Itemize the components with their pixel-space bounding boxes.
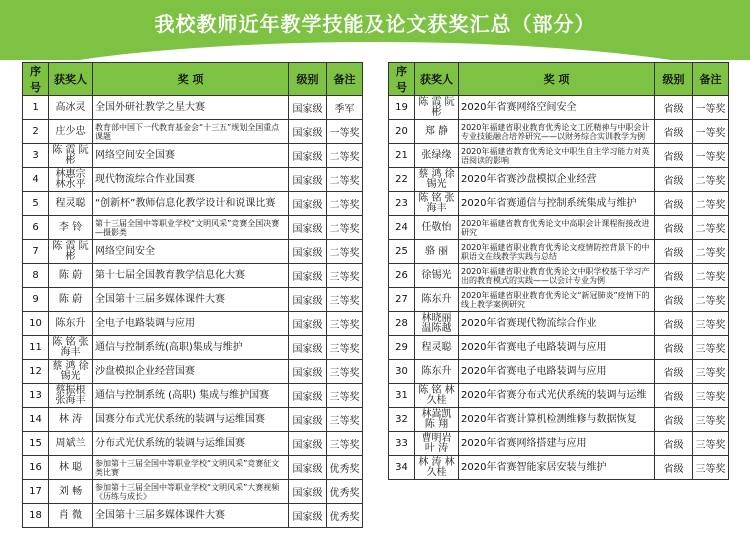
table-row	[23, 504, 363, 528]
cell-note: 一等奖	[693, 120, 729, 144]
cell-level: 国家级	[289, 144, 327, 168]
cell-no: 13	[23, 384, 49, 408]
cell-level: 省级	[655, 144, 693, 168]
cell-no: 26	[389, 264, 415, 288]
header-level: 级别	[655, 63, 693, 96]
cell-award: 第十三届全国中等职业学校“文明风采”竞赛全国决赛—摄影类	[93, 216, 289, 240]
awards-table-provincial	[388, 62, 729, 480]
cell-no: 25	[389, 240, 415, 264]
header-note: 备注	[327, 63, 363, 96]
cell-note: 优秀奖	[327, 456, 363, 480]
cell-note: 二等奖	[693, 240, 729, 264]
table-row	[23, 288, 363, 312]
cell-name: 蔡振根 张海丰	[49, 384, 93, 408]
table-row	[389, 240, 729, 264]
cell-level: 国家级	[289, 360, 327, 384]
table-row	[389, 120, 729, 144]
table-row	[23, 360, 363, 384]
cell-award: 教育部中国下一代教育基金会“十三五”规划全国重点课题	[93, 120, 289, 144]
table-row	[389, 144, 729, 168]
cell-note: 三等奖	[693, 408, 729, 432]
table-header-row	[389, 63, 729, 96]
cell-level: 国家级	[289, 480, 327, 504]
cell-note: 三等奖	[693, 336, 729, 360]
cell-level: 国家级	[289, 288, 327, 312]
cell-name: 程灵聪	[49, 192, 93, 216]
cell-name: 蔡 鸿 徐锡光	[49, 360, 93, 384]
cell-note: 三等奖	[327, 288, 363, 312]
cell-note: 三等奖	[327, 384, 363, 408]
header-award: 奖 项	[93, 63, 289, 96]
cell-note: 三等奖	[327, 312, 363, 336]
table-header-row	[23, 63, 363, 96]
cell-name: 陈 铭 张海丰	[49, 336, 93, 360]
cell-no: 30	[389, 360, 415, 384]
cell-note: 二等奖	[693, 264, 729, 288]
table-row	[389, 360, 729, 384]
cell-no: 22	[389, 168, 415, 192]
cell-no: 3	[23, 144, 49, 168]
cell-note: 优秀奖	[327, 504, 363, 528]
cell-award: 2020年福建省职业教育优秀论文工匠精神与中职会计专业技能融合培养研究——以财务综合实训教学为例	[459, 120, 655, 144]
cell-award: 2020年省赛计算机检测维修与数据恢复	[459, 408, 655, 432]
table-row	[389, 336, 729, 360]
cell-no: 2	[23, 120, 49, 144]
cell-note: 二等奖	[327, 240, 363, 264]
cell-no: 1	[23, 96, 49, 120]
cell-name: 林嵩凯 陈 翔	[415, 408, 459, 432]
cell-name: 陈 霞 阮 彬	[49, 240, 93, 264]
cell-no: 19	[389, 96, 415, 120]
cell-name: 林 涛 林久桂	[415, 456, 459, 480]
cell-no: 28	[389, 312, 415, 336]
cell-no: 14	[23, 408, 49, 432]
table-row	[23, 336, 363, 360]
cell-note: 一等奖	[327, 120, 363, 144]
cell-note: 二等奖	[693, 216, 729, 240]
cell-level: 省级	[655, 264, 693, 288]
cell-note: 优秀奖	[327, 480, 363, 504]
cell-award: 全国第十三届多媒体课件大赛	[93, 504, 289, 528]
table-row	[23, 168, 363, 192]
cell-level: 省级	[655, 120, 693, 144]
cell-note: 二等奖	[693, 288, 729, 312]
cell-level: 国家级	[289, 192, 327, 216]
header-no: 序号	[23, 63, 49, 96]
cell-name: 周斌兰	[49, 432, 93, 456]
cell-no: 15	[23, 432, 49, 456]
header-name: 获奖人	[415, 63, 459, 96]
table-row	[389, 264, 729, 288]
header-note: 备注	[693, 63, 729, 96]
cell-note: 三等奖	[327, 360, 363, 384]
cell-award: 分布式光伏系统的装调与运维国赛	[93, 432, 289, 456]
table-row	[389, 288, 729, 312]
cell-no: 34	[389, 456, 415, 480]
cell-name: 李 铃	[49, 216, 93, 240]
cell-name: 陈 铭 林久桂	[415, 384, 459, 408]
banner-wave	[0, 42, 750, 60]
cell-no: 9	[23, 288, 49, 312]
title-banner	[0, 0, 750, 60]
cell-award: 2020年省赛沙盘模拟企业经营	[459, 168, 655, 192]
cell-no: 24	[389, 216, 415, 240]
cell-name: 骆 丽	[415, 240, 459, 264]
cell-name: 林 聪	[49, 456, 93, 480]
cell-no: 18	[23, 504, 49, 528]
cell-name: 程灵聪	[415, 336, 459, 360]
table-row	[389, 192, 729, 216]
cell-name: 刘 畅	[49, 480, 93, 504]
cell-note: 三等奖	[693, 360, 729, 384]
cell-name: 林 涛	[49, 408, 93, 432]
cell-note: 二等奖	[327, 144, 363, 168]
cell-award: 全国第十三届多媒体课件大赛	[93, 288, 289, 312]
cell-level: 省级	[655, 312, 693, 336]
table-row	[23, 432, 363, 456]
cell-note: 三等奖	[693, 312, 729, 336]
cell-award: 2020年省赛网络搭建与应用	[459, 432, 655, 456]
cell-level: 省级	[655, 240, 693, 264]
cell-no: 27	[389, 288, 415, 312]
cell-level: 省级	[655, 192, 693, 216]
cell-award: 2020年省赛通信与控制系统集成与维护	[459, 192, 655, 216]
cell-award: 2020年省赛智能家居安装与维护	[459, 456, 655, 480]
table-row	[23, 120, 363, 144]
cell-award: 网络空间安全	[93, 240, 289, 264]
table-row	[23, 192, 363, 216]
cell-note: 三等奖	[327, 432, 363, 456]
cell-no: 20	[389, 120, 415, 144]
table-row	[23, 480, 363, 504]
table-row	[389, 456, 729, 480]
cell-name: 陈东升	[415, 288, 459, 312]
cell-award: 参加第十三届全国中等职业学校“文明风采”竞赛征文类比赛	[93, 456, 289, 480]
cell-name: 肖 微	[49, 504, 93, 528]
awards-table-national	[22, 62, 363, 528]
table-row	[23, 456, 363, 480]
cell-award: 2020年省赛电子电路装调与应用	[459, 360, 655, 384]
cell-level: 国家级	[289, 216, 327, 240]
cell-level: 国家级	[289, 384, 327, 408]
cell-note: 三等奖	[693, 384, 729, 408]
cell-level: 省级	[655, 384, 693, 408]
cell-no: 6	[23, 216, 49, 240]
cell-name: 陈 霞 阮 彬	[49, 144, 93, 168]
cell-no: 11	[23, 336, 49, 360]
cell-note: 二等奖	[693, 192, 729, 216]
cell-name: 任敬怡	[415, 216, 459, 240]
cell-name: 陈东升	[49, 312, 93, 336]
cell-award: 参加第十三届全国中等职业学校“文明风采”大赛视频《历练与成长》	[93, 480, 289, 504]
cell-level: 省级	[655, 360, 693, 384]
table-row	[23, 384, 363, 408]
cell-award: 沙盘模拟企业经营国赛	[93, 360, 289, 384]
cell-no: 4	[23, 168, 49, 192]
cell-level: 国家级	[289, 168, 327, 192]
cell-no: 33	[389, 432, 415, 456]
cell-award: 第十七届全国教育教学信息化大赛	[93, 264, 289, 288]
cell-level: 省级	[655, 168, 693, 192]
cell-note: 三等奖	[327, 336, 363, 360]
cell-name: 徐锡光	[415, 264, 459, 288]
cell-no: 32	[389, 408, 415, 432]
cell-name: 蔡 鸿 徐锡光	[415, 168, 459, 192]
cell-name: 陈东升	[415, 360, 459, 384]
cell-level: 国家级	[289, 240, 327, 264]
cell-award: 网络空间安全国赛	[93, 144, 289, 168]
table-row	[389, 408, 729, 432]
cell-award: 2020年福建省职业教育优秀论文中职学校基于学习产出的教育模式的实践——以会计专业为例	[459, 264, 655, 288]
cell-award: 通信与控制系统(高职)集成与维护	[93, 336, 289, 360]
cell-level: 国家级	[289, 312, 327, 336]
cell-level: 省级	[655, 216, 693, 240]
cell-level: 国家级	[289, 504, 327, 528]
cell-award: 2020年福建省教育优秀论文中高职会计课程衔接改进研究	[459, 216, 655, 240]
cell-note: 一等奖	[693, 144, 729, 168]
table-row	[389, 384, 729, 408]
cell-note: 季军	[327, 96, 363, 120]
cell-award: 全电子电路装调与应用	[93, 312, 289, 336]
table-row	[389, 96, 729, 120]
cell-note: 三等奖	[327, 408, 363, 432]
cell-name: 郑 静	[415, 120, 459, 144]
table-row	[23, 216, 363, 240]
cell-note: 二等奖	[327, 192, 363, 216]
cell-award: 2020年省赛分布式光伏系统的装调与运维	[459, 384, 655, 408]
cell-award: 2020年省赛现代物流综合作业	[459, 312, 655, 336]
header-level: 级别	[289, 63, 327, 96]
table-row	[23, 264, 363, 288]
cell-name: 林晓丽 温陈越	[415, 312, 459, 336]
header-no: 序号	[389, 63, 415, 96]
cell-no: 21	[389, 144, 415, 168]
cell-no: 17	[23, 480, 49, 504]
cell-note: 二等奖	[327, 216, 363, 240]
cell-award: “创新杯”教师信息化教学设计和说课比赛	[93, 192, 289, 216]
cell-award: 国赛分布式光伏系统的装调与运维国赛	[93, 408, 289, 432]
cell-level: 省级	[655, 96, 693, 120]
cell-note: 三等奖	[327, 264, 363, 288]
cell-name: 陈 蔚	[49, 288, 93, 312]
table-row	[23, 144, 363, 168]
cell-name: 张绿缘	[415, 144, 459, 168]
header-award: 奖 项	[459, 63, 655, 96]
cell-award: 全国外研社教学之星大赛	[93, 96, 289, 120]
cell-level: 国家级	[289, 96, 327, 120]
cell-level: 省级	[655, 336, 693, 360]
cell-name: 高冰灵	[49, 96, 93, 120]
cell-name: 庄少忠	[49, 120, 93, 144]
cell-level: 国家级	[289, 408, 327, 432]
cell-level: 省级	[655, 408, 693, 432]
cell-award: 2020年福建省职业教育优秀论文疫情防控背景下的中职语文在线教学实践与总结	[459, 240, 655, 264]
cell-award: 现代物流综合作业国赛	[93, 168, 289, 192]
cell-name: 曹明岩 叶 涛	[415, 432, 459, 456]
cell-name: 林惠宗 林水平	[49, 168, 93, 192]
cell-note: 一等奖	[693, 96, 729, 120]
table-row	[389, 216, 729, 240]
cell-award: 通信与控制系统 (高职) 集成与维护国赛	[93, 384, 289, 408]
cell-no: 16	[23, 456, 49, 480]
cell-level: 国家级	[289, 120, 327, 144]
cell-no: 10	[23, 312, 49, 336]
table-row	[389, 312, 729, 336]
cell-name: 陈 蔚	[49, 264, 93, 288]
cell-level: 省级	[655, 456, 693, 480]
cell-note: 二等奖	[693, 168, 729, 192]
cell-award: 2020年省赛电子电路装调与应用	[459, 336, 655, 360]
table-row	[23, 96, 363, 120]
cell-no: 29	[389, 336, 415, 360]
cell-no: 23	[389, 192, 415, 216]
header-name: 获奖人	[49, 63, 93, 96]
cell-award: 2020年福建省教育优秀论文中职生自主学习能力对英语阅读的影响	[459, 144, 655, 168]
cell-no: 8	[23, 264, 49, 288]
cell-level: 省级	[655, 432, 693, 456]
page-title: 我校教师近年教学技能及论文获奖汇总（部分）	[154, 12, 596, 36]
cell-name: 陈 铭 张海丰	[415, 192, 459, 216]
cell-award: 2020年省赛网络空间安全	[459, 96, 655, 120]
cell-level: 国家级	[289, 432, 327, 456]
cell-note: 三等奖	[693, 432, 729, 456]
cell-no: 31	[389, 384, 415, 408]
table-row	[23, 312, 363, 336]
cell-level: 国家级	[289, 264, 327, 288]
cell-no: 7	[23, 240, 49, 264]
cell-level: 省级	[655, 288, 693, 312]
cell-name: 陈 霞 阮 彬	[415, 96, 459, 120]
table-row	[23, 408, 363, 432]
cell-note: 三等奖	[693, 456, 729, 480]
cell-no: 12	[23, 360, 49, 384]
table-row	[23, 240, 363, 264]
cell-note: 二等奖	[327, 168, 363, 192]
table-row	[389, 168, 729, 192]
cell-level: 国家级	[289, 456, 327, 480]
cell-level: 国家级	[289, 336, 327, 360]
cell-award: 2020年福建省职业教育优秀论文“新冠肺炎”疫情下的线上教学案例研究	[459, 288, 655, 312]
cell-no: 5	[23, 192, 49, 216]
table-row	[389, 432, 729, 456]
